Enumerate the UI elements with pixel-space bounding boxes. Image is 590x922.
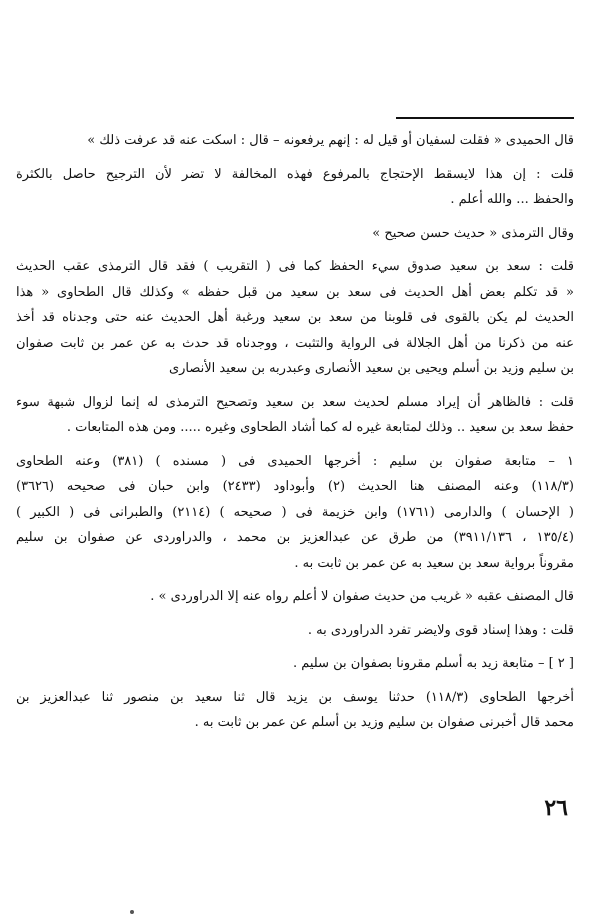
scan-speck	[130, 910, 134, 914]
paragraph-musannif	[16, 584, 574, 610]
text-line: عنه من ذكرنا من أهل الجلالة فى الرواية والتثبت ، ووجدناه قد حدث به عن عمر بن ثابت صفوان	[16, 335, 574, 351]
text-line: والحفظ ... والله أعلم .	[450, 192, 574, 207]
text-line: قلت : سعد بن سعيد صدوق سيء الحفظ كما فى ( التقريب ) فقد قال الترمذى عقب الحديث	[16, 259, 574, 274]
text-line: قلت : إن هذا لايسقط الإحتجاج بالمرفوع فهذه المخالفة لا تضر لأن الترجيح حاصل بالكثرة	[16, 166, 574, 182]
text-line: وقال الترمذى « حديث حسن صحيح »	[372, 225, 574, 241]
text-line: ( الإحسان ) والدارمى (١٧٦١) وابن خزيمة فى ( صحيحه ) (٢١١٤) والطبرانى فى ( الكبير )	[16, 504, 574, 520]
text-line: حفظ سعد بن سعيد .. وذلك لمتابعة غيره له كما أشاد الطحاوى وغيره ..... ومن هذه المتابعات .	[66, 420, 574, 435]
text-line: أخرجها الطحاوى (١١٨/٣) حدثنا يوسف بن يزيد قال ثنا سعيد بن منصور ثنا عبدالعزيز بن	[16, 689, 574, 705]
text-body	[16, 128, 574, 744]
text-line: (١١٨/٣) وعنه المصنف هنا الحديث (٢) وأبوداود (٢٤٣٣) وابن حبان فى صحيحه (٣٦٢٦)	[16, 479, 574, 494]
text-line: مقروناً برواية سعد بن سعيد به عن عمر بن ثابت به .	[294, 555, 574, 571]
text-line: (١٣٥/٤ ، ٣٩١١/١٣٦) من طرق عن عبدالعزيز بن محمد ، والدراوردى عن صفوان بن سليم	[16, 530, 574, 545]
paragraph-tarjih	[16, 162, 574, 213]
text-line: الحديث لم يكن بالقوى فى قلوبنا من سعد بن سعيد ورغبة أهل الحديث عنه حتى وجدناه قد أخذ	[16, 310, 574, 325]
text-line: محمد قال أخبرنى صفوان بن سليم وزيد بن أسلم عن عمر بن ثابت به .	[194, 715, 574, 730]
paragraph-humaidi	[16, 128, 574, 154]
text-line: ١ – متابعة صفوان بن سليم : أخرجها الحميدى فى ( مسنده ) (٣٨١) وعنه الطحاوى	[16, 453, 574, 469]
paragraph-muslim	[16, 390, 574, 441]
text-line: قال المصنف عقبه « غريب من حديث صفوان لا أعلم رواه عنه إلا الدراوردى » .	[150, 589, 574, 604]
text-line: [ ٢ ] – متابعة زيد به أسلم مقرونا بصفوان بن سليم .	[292, 656, 574, 671]
text-line: قال الحميدى « فقلت لسفيان أو قيل له : إنهم يرفعونه – قال : اسكت عنه قد عرفت ذلك »	[87, 133, 574, 148]
paragraph-saad	[16, 254, 574, 382]
text-line: بن سليم وزيد بن أسلم ويحيى بن سعيد الأنصارى وعبدربه بن سعيد الأنصارى	[168, 361, 574, 376]
paragraph-zaid	[16, 651, 574, 677]
text-line: قلت : وهذا إسناد قوى ولايضر تفرد الدراوردى به .	[307, 622, 574, 638]
page-number: ٢٦	[544, 795, 568, 821]
paragraph-tirmidhi	[16, 221, 574, 247]
paragraph-isnad	[16, 618, 574, 644]
paragraph-tahawi	[16, 685, 574, 736]
text-line: قلت : فالظاهر أن إيراد مسلم لحديث سعد بن سعيد وتصحيح الترمذى له إنما لزوال شبهة سوء	[16, 394, 574, 410]
text-line: « قد تكلم بعض أهل الحديث فى سعد بن سعيد من قبل حفظه » وكذلك قال الطحاوى « هذا	[16, 284, 574, 300]
paragraph-safwan	[16, 449, 574, 577]
header-rule	[396, 117, 574, 119]
